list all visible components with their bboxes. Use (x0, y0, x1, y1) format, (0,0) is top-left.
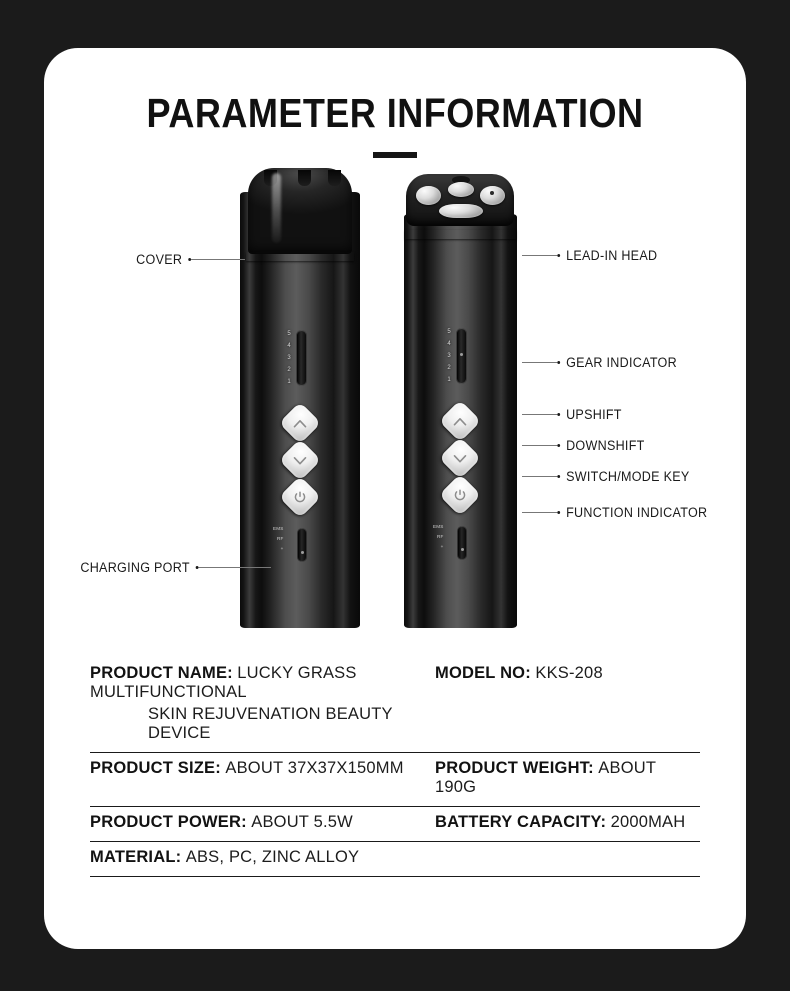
cover-notch (328, 170, 341, 186)
callout-label-upshift: UPSHIFT (566, 407, 622, 422)
spec-cell-product-weight (435, 759, 700, 797)
gear-level: 3 (447, 353, 451, 359)
function-mode-labels-left (273, 527, 284, 556)
spec-value: 2000MAH (610, 813, 686, 831)
callout-dot (557, 444, 560, 447)
gear-level: 4 (447, 341, 451, 347)
callout-charging-port (80, 560, 271, 575)
table-row (90, 658, 700, 753)
gear-level: 5 (447, 329, 451, 335)
spec-value: ABOUT 190G (435, 759, 656, 796)
device-front-view (240, 168, 360, 628)
electrode-sensor-dot (490, 191, 494, 195)
callout-gear-indicator (522, 355, 677, 370)
function-mode-label: RF (277, 535, 284, 541)
cover-highlight (272, 173, 281, 243)
callout-leader-line (191, 259, 245, 260)
spec-key: PRODUCT SIZE: (90, 759, 221, 777)
function-indicator-dot (461, 548, 464, 551)
function-mode-label: RF (437, 533, 444, 539)
callout-dot (557, 413, 560, 416)
spec-key: MATERIAL: (90, 848, 182, 866)
callout-label-gear-indicator: GEAR INDICATOR (566, 355, 677, 370)
spec-value: KKS-208 (535, 664, 603, 682)
spec-key: PRODUCT WEIGHT: (435, 759, 594, 777)
callout-function-indicator (522, 505, 707, 520)
chrome-accent-ring (246, 252, 354, 261)
callout-label-lead-in-head: LEAD-IN HEAD (566, 248, 658, 263)
callout-label-downshift: DOWNSHIFT (566, 438, 645, 453)
spec-cell-product-size (90, 759, 435, 797)
callout-leader-line (522, 476, 557, 477)
function-mode-labels-right (433, 525, 444, 554)
lead-in-head (406, 174, 514, 226)
chevron-up-icon (294, 419, 307, 428)
table-row (90, 753, 700, 807)
callout-dot (557, 254, 560, 257)
page-title: PARAMETER INFORMATION (146, 90, 644, 136)
callout-label-function-indicator: FUNCTION INDICATOR (566, 505, 708, 520)
callout-dot (557, 511, 560, 514)
callout-leader-line (522, 445, 557, 446)
power-mode-icon (294, 491, 306, 503)
electrode-pad (480, 186, 505, 205)
electrode-pad (439, 204, 483, 218)
gear-level: 2 (287, 367, 291, 373)
callout-leader-line (199, 567, 272, 568)
gear-level: 3 (287, 355, 291, 361)
gear-level: 2 (447, 365, 451, 371)
function-indicator-strip-left (297, 528, 307, 562)
callout-leader-line (522, 255, 557, 256)
callout-leader-line (522, 414, 557, 415)
spec-value: LUCKY GRASS MULTIFUNCTIONAL (90, 664, 357, 701)
spec-value: ABOUT 37X37X150MM (225, 759, 404, 777)
callout-leader-line (522, 512, 557, 513)
function-mode-label: EMS (433, 524, 444, 529)
spec-key: PRODUCT NAME: (90, 664, 233, 682)
callout-lead-in-head (522, 248, 657, 263)
spec-value: ABOUT 5.5W (251, 813, 353, 831)
callout-dot (557, 475, 560, 478)
function-indicator-strip-right (457, 526, 467, 560)
callout-downshift (522, 438, 645, 453)
function-mode-label: EMS (273, 526, 284, 531)
spec-cell-battery-capacity (435, 813, 700, 832)
callout-label-switch-mode-key: SWITCH/MODE KEY (566, 469, 690, 484)
callout-switch-mode-key (522, 469, 690, 484)
spec-cell-model-no (435, 664, 700, 743)
callout-cover (136, 252, 245, 267)
gear-indicator-scale-right (444, 329, 454, 383)
gear-level: 1 (447, 377, 451, 383)
chevron-up-icon (454, 417, 467, 426)
function-mode-label: + (440, 543, 444, 549)
spec-value: ABS, PC, ZINC ALLOY (185, 848, 360, 866)
callout-dot (557, 361, 560, 364)
chevron-down-icon (454, 454, 467, 463)
gear-indicator-strip-left (296, 330, 307, 386)
spec-value-line2: SKIN REJUVENATION BEAUTY DEVICE (148, 705, 393, 742)
electrode-pad (448, 182, 474, 197)
spec-cell-material (90, 848, 700, 867)
product-illustration (44, 168, 746, 668)
title-underline-rule (373, 152, 417, 158)
content-card (44, 48, 746, 949)
gear-level: 4 (287, 343, 291, 349)
specification-table (90, 658, 700, 877)
callout-label-cover: COVER (136, 252, 183, 267)
spec-key: PRODUCT POWER: (90, 813, 247, 831)
electrode-pad (416, 186, 441, 205)
spec-cell-product-name (90, 664, 435, 743)
gear-indicator-dot (460, 353, 463, 356)
gear-indicator-scale-left (284, 331, 294, 385)
table-row (90, 807, 700, 842)
power-mode-icon (454, 489, 466, 501)
cover-notch (298, 170, 311, 186)
callout-leader-line (522, 362, 557, 363)
spec-key: MODEL NO: (435, 664, 531, 682)
function-mode-label: + (280, 545, 284, 551)
device-cover (248, 168, 352, 254)
spec-cell-product-power (90, 813, 435, 832)
function-indicator-dot (301, 551, 304, 554)
gear-level: 5 (287, 331, 291, 337)
chrome-accent-ring (405, 230, 516, 239)
spec-key: BATTERY CAPACITY: (435, 813, 607, 831)
table-row (90, 842, 700, 877)
chevron-down-icon (294, 456, 307, 465)
gear-indicator-strip-right (456, 328, 467, 384)
device-head-view (404, 168, 517, 628)
callout-upshift (522, 407, 622, 422)
callout-label-charging-port: CHARGING PORT (80, 560, 190, 575)
gear-level: 1 (287, 379, 291, 385)
